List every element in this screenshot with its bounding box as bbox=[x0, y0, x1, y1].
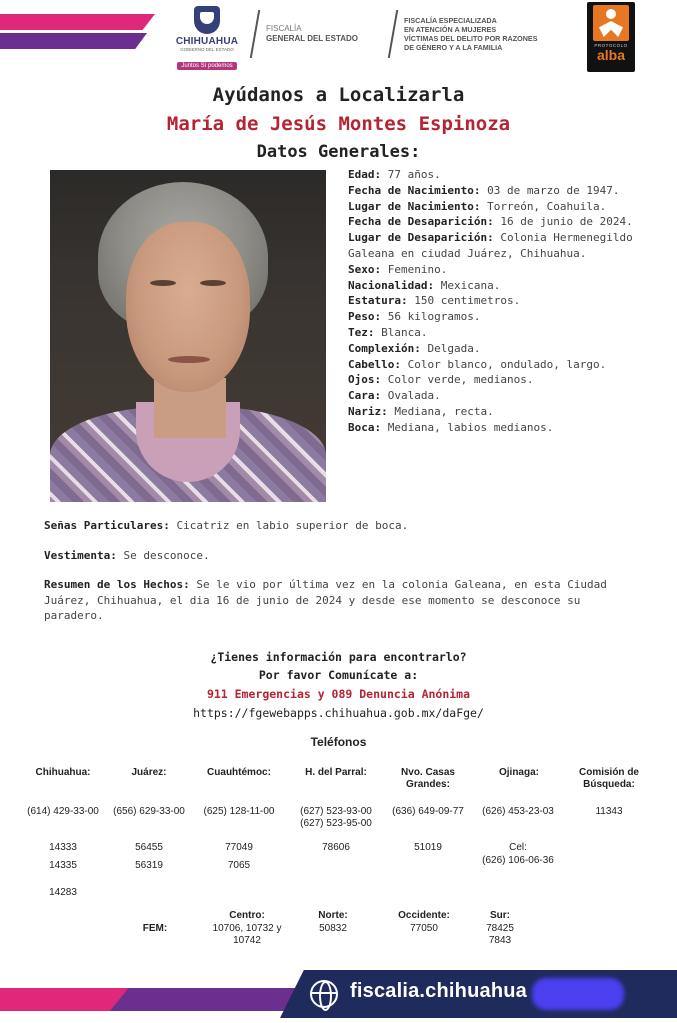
alba-logo-name: alba bbox=[596, 47, 625, 63]
detail-value: Color verde, medianos. bbox=[387, 373, 534, 387]
detail-label: Cabello: bbox=[348, 357, 401, 371]
phone-number: (625) 128-11-00 bbox=[203, 806, 275, 817]
detail-value: 77 años. bbox=[387, 168, 441, 181]
detail-label: Nacionalidad: bbox=[348, 278, 435, 292]
fem-group-value: 50832 bbox=[319, 923, 347, 934]
detail-value: 56 kilogramos. bbox=[387, 310, 481, 324]
detail-value: Torreón, Coahuila. bbox=[487, 199, 607, 213]
phone-number: (626) 453-23-03 bbox=[482, 806, 554, 817]
footer-banner bbox=[0, 968, 677, 1023]
detail-label: Fecha de Desaparición: bbox=[348, 215, 494, 229]
vestimenta-label: Vestimenta: bbox=[44, 549, 117, 562]
detail-value: Mexicana. bbox=[440, 278, 501, 292]
detail-label: Boca: bbox=[348, 420, 382, 434]
detail-row bbox=[348, 388, 648, 404]
senas-value: Cicatriz en labio superior de boca. bbox=[176, 519, 409, 532]
header-banner bbox=[0, 0, 677, 78]
detail-value: Blanca. bbox=[381, 325, 428, 339]
general-data-list bbox=[348, 167, 648, 436]
fem-group-value: 10706, 10732 y 10742 bbox=[212, 923, 282, 946]
phone-extension: 14335 bbox=[49, 860, 77, 871]
fem-group-value: 77050 bbox=[410, 923, 438, 934]
pink-stripe bbox=[0, 14, 155, 30]
detail-row bbox=[348, 357, 648, 373]
detail-value: Mediana, labios medianos. bbox=[387, 420, 554, 434]
phone-extension: 7065 bbox=[227, 860, 251, 871]
report-link[interactable]: https://fgewebapps.chihuahua.gob.mx/daFge/ bbox=[193, 706, 484, 720]
phone-column-header: Ojinaga: bbox=[498, 767, 539, 778]
phone-column-header: Chihuahua: bbox=[35, 767, 91, 778]
vestimenta-value: Se desconoce. bbox=[123, 549, 210, 562]
detail-row bbox=[348, 262, 648, 278]
detail-label: Cara: bbox=[348, 389, 382, 403]
detail-value: Colonia Hermenegildo Galeana en ciudad Juárez, Chihuahua. bbox=[348, 231, 633, 260]
detail-row bbox=[348, 341, 648, 357]
detail-label: Lugar de Desaparición: bbox=[348, 231, 494, 245]
state-logo-name: CHIHUAHUA bbox=[175, 36, 239, 47]
photo-face bbox=[126, 222, 250, 392]
phones-heading: Teléfonos bbox=[310, 735, 367, 749]
state-logo-subtitle: GOBIERNO DEL ESTADO bbox=[180, 47, 234, 52]
detail-value: Mediana, recta. bbox=[394, 404, 494, 418]
resumen-value: Se le vio por última vez en la colonia Galeana, en esta Ciudad Juárez, Chihuahua, el dia 16 de junio de 2024 y desde ese momento se desconoce su paradero. bbox=[44, 578, 607, 622]
state-logo-tag: Juntos Sí podemos bbox=[177, 62, 236, 70]
contact-question: ¿Tienes información para encontrarlo? bbox=[210, 650, 467, 664]
detail-row bbox=[348, 325, 648, 341]
detail-value: 150 centimetros. bbox=[414, 294, 521, 308]
page-title: Ayúdanos a Localizarla bbox=[212, 84, 465, 106]
phone-column-header: Cuauhtémoc: bbox=[207, 767, 271, 778]
phone-extension: 14333 bbox=[49, 842, 77, 853]
detail-value: 16 de junio de 2024. bbox=[500, 215, 633, 229]
distinguishing-marks bbox=[44, 518, 644, 534]
phone-column-header: Juárez: bbox=[131, 767, 167, 778]
alba-figure-icon bbox=[593, 5, 629, 41]
detail-row bbox=[348, 309, 648, 325]
fem-label: FEM: bbox=[142, 923, 168, 934]
resumen-label: Resumen de los Hechos: bbox=[44, 578, 190, 591]
detail-row bbox=[348, 230, 648, 262]
detail-label: Peso: bbox=[348, 310, 382, 324]
fiscalia-especializada-line: VÍCTIMAS DEL DELITO POR RAZONES bbox=[404, 34, 538, 43]
phone-column-header: H. del Parral: bbox=[305, 767, 367, 778]
person-name: María de Jesús Montes Espinoza bbox=[166, 113, 511, 135]
fem-group-name: Sur: bbox=[490, 910, 510, 921]
fiscalia-general-line: FISCALÍA bbox=[266, 24, 302, 33]
redaction-blur bbox=[532, 978, 624, 1010]
phone-extension: 56319 bbox=[135, 860, 163, 871]
detail-row bbox=[348, 214, 648, 230]
detail-label: Nariz: bbox=[348, 404, 388, 418]
phone-number: 11343 bbox=[595, 806, 623, 817]
divider bbox=[388, 10, 398, 58]
detail-row bbox=[348, 199, 648, 215]
phone-number: (656) 629-33-00 bbox=[113, 806, 185, 817]
detail-row bbox=[348, 278, 648, 294]
fiscalia-especializada-line: EN ATENCIÓN A MUJERES bbox=[404, 25, 497, 34]
fiscalia-especializada-label bbox=[404, 16, 579, 52]
phone-extension: 14283 bbox=[49, 887, 77, 898]
section-heading: Datos Generales: bbox=[256, 142, 421, 162]
summary-of-events bbox=[44, 577, 644, 624]
phone-extension: 77049 bbox=[225, 842, 253, 853]
detail-value: 03 de marzo de 1947. bbox=[487, 183, 620, 197]
detail-value: Femenino. bbox=[387, 262, 448, 276]
detail-row bbox=[348, 372, 648, 388]
detail-row bbox=[348, 167, 648, 183]
phone-number: (636) 649-09-77 bbox=[392, 806, 464, 817]
divider bbox=[250, 10, 260, 58]
alba-protocol-logo bbox=[587, 2, 635, 72]
fiscalia-especializada-line: FISCALÍA ESPECIALIZADA bbox=[404, 16, 497, 25]
phone-column-header: Nvo. Casas Grandes: bbox=[401, 767, 455, 790]
detail-value: Delgada. bbox=[427, 341, 481, 355]
detail-label: Complexión: bbox=[348, 341, 421, 355]
fiscalia-general-line: GENERAL DEL ESTADO bbox=[266, 34, 359, 43]
cel-label: Cel: bbox=[509, 842, 527, 853]
fem-group-value: 78425 7843 bbox=[486, 923, 514, 946]
contact-please: Por favor Comunícate a: bbox=[258, 668, 419, 682]
detail-label: Estatura: bbox=[348, 294, 408, 308]
purple-stripe bbox=[0, 33, 147, 49]
shield-icon bbox=[194, 6, 220, 34]
emergency-numbers: 911 Emergencias y 089 Denuncia Anónima bbox=[206, 687, 471, 701]
fiscalia-general-label bbox=[266, 24, 358, 44]
alba-logo-subtitle: PROTOCOLO bbox=[594, 43, 628, 48]
photo-eye bbox=[200, 280, 226, 286]
detail-label: Ojos: bbox=[348, 373, 382, 387]
detail-row bbox=[348, 420, 648, 436]
phone-extension: 78606 bbox=[322, 842, 350, 853]
detail-label: Sexo: bbox=[348, 262, 382, 276]
detail-row bbox=[348, 293, 648, 309]
fem-group-name: Centro: bbox=[229, 910, 265, 921]
detail-label: Edad: bbox=[348, 168, 382, 181]
phone-extension: 51019 bbox=[414, 842, 442, 853]
fiscalia-especializada-line: DE GÉNERO Y A LA FAMILIA bbox=[404, 43, 503, 52]
fem-group-name: Occidente: bbox=[398, 910, 450, 921]
detail-label: Lugar de Nacimiento: bbox=[348, 199, 481, 213]
detail-row bbox=[348, 404, 648, 420]
fem-group-name: Norte: bbox=[318, 910, 348, 921]
detail-value: Color blanco, ondulado, largo. bbox=[407, 357, 607, 371]
phone-number: (614) 429-33-00 bbox=[27, 806, 99, 817]
phone-column-header: Comisión de Búsqueda: bbox=[578, 767, 639, 790]
missing-person-photo bbox=[50, 170, 326, 502]
chihuahua-state-logo bbox=[168, 6, 246, 69]
globe-icon bbox=[310, 980, 338, 1008]
clothing-info bbox=[44, 548, 644, 564]
phone-number: (627) 523-93-00 (627) 523-95-00 bbox=[300, 806, 372, 829]
detail-value: Ovalada. bbox=[387, 389, 441, 403]
detail-row bbox=[348, 183, 648, 199]
senas-label: Señas Particulares: bbox=[44, 519, 170, 532]
footer-website[interactable]: fiscalia.chihuahua bbox=[350, 980, 527, 1002]
detail-label: Fecha de Nacimiento: bbox=[348, 183, 481, 197]
cel-number: (626) 106-06-36 bbox=[482, 855, 554, 866]
photo-mouth bbox=[168, 356, 210, 363]
phone-extension: 56455 bbox=[135, 842, 163, 853]
photo-eye bbox=[150, 280, 176, 286]
detail-label: Tez: bbox=[348, 325, 375, 339]
